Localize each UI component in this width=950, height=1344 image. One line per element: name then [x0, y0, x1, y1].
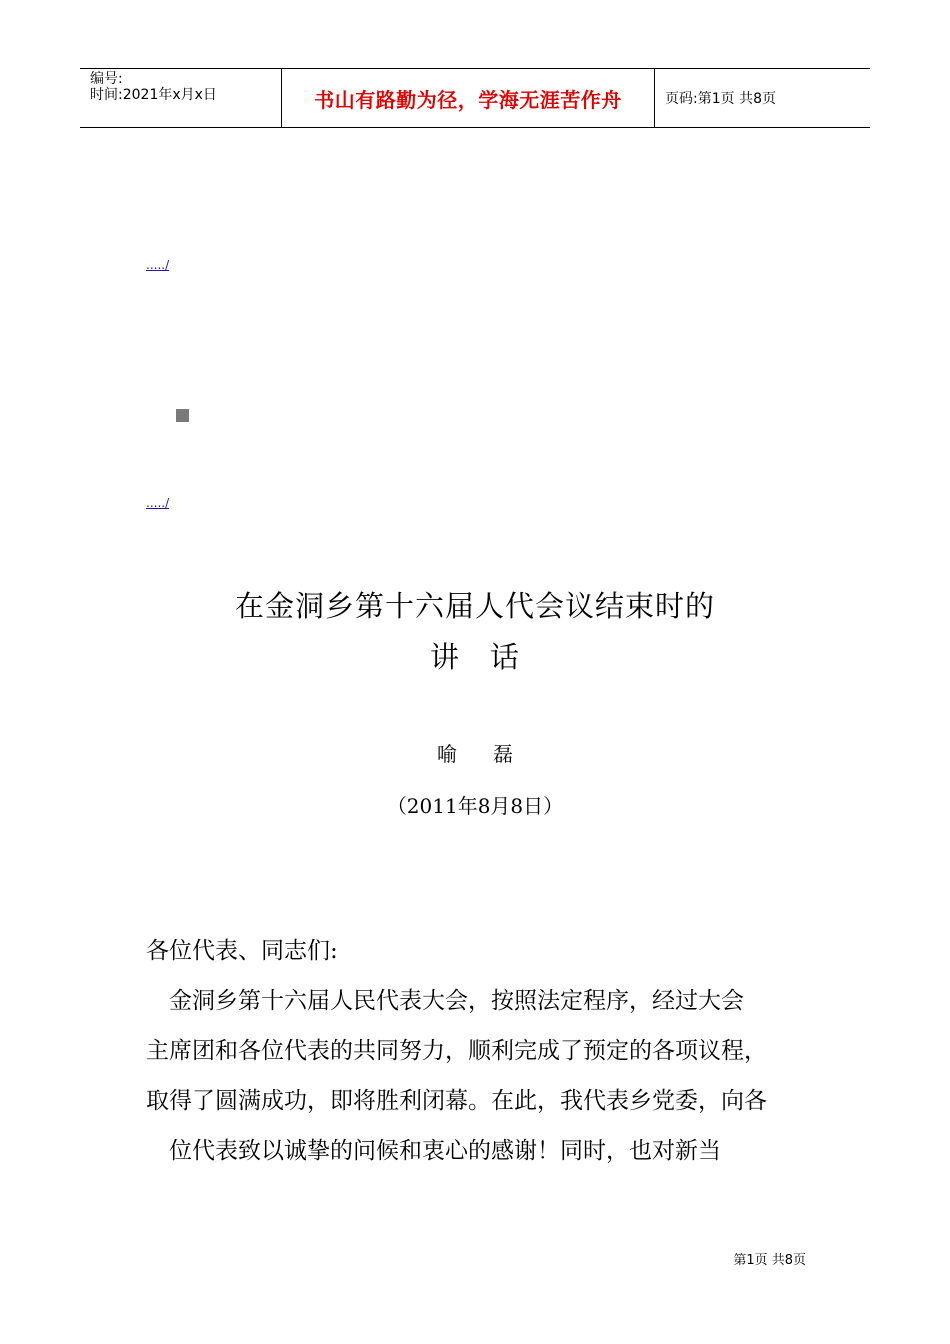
document-header [80, 68, 870, 128]
page-title-line-2: 讲 话 [429, 640, 520, 674]
header-page-label: 页码:第1页 共8页 [665, 91, 776, 107]
document-link-1[interactable]: ...../ [146, 258, 170, 272]
document-time-label: 时间:2021年x月x日 [90, 87, 217, 103]
page-title-line-1: 在金洞乡第十六届人代会议结束时的 [234, 589, 715, 623]
body-line-1: 金洞乡第十六届人民代表大会，按照法定程序，经过大会 [146, 988, 744, 1014]
square-bullet-icon [176, 409, 189, 422]
header-page-cell [655, 69, 870, 127]
body-line-4: 位代表致以诚挚的问候和衷心的感谢！同时，也对新当 [146, 1138, 721, 1164]
footer-page-label: 第1页 共8页 [733, 1253, 806, 1268]
document-number-label: 编号: [90, 71, 123, 87]
author-name: 喻磊 [437, 742, 549, 766]
salutation: 各位代表、同志们: [146, 938, 338, 964]
document-link-2[interactable]: ...../ [146, 496, 170, 510]
speech-date: （2011年8月8日） [386, 794, 564, 818]
header-motto: 书山有路勤为径，学海无涯苦作舟 [314, 87, 622, 112]
body-line-3: 取得了圆满成功，即将胜利闭幕。在此，我代表乡党委，向各 [146, 1088, 767, 1114]
body-line-2: 主席团和各位代表的共同努力，顺利完成了预定的各项议程， [146, 1038, 767, 1064]
header-meta [80, 69, 282, 127]
header-motto-cell [282, 69, 655, 127]
